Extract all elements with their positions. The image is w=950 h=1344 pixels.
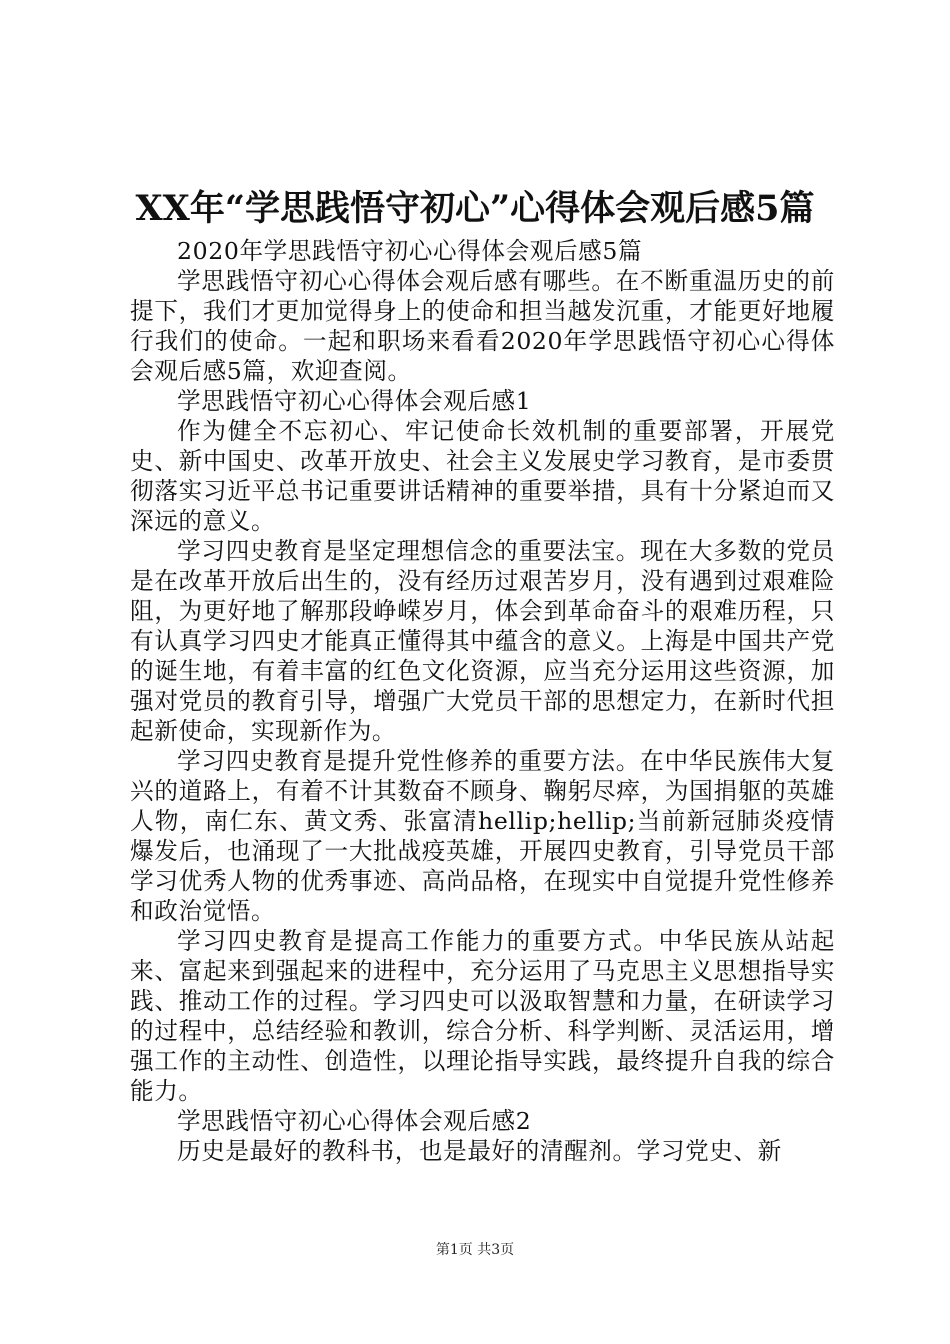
document-title: XX年“学思践悟守初心”心得体会观后感5篇 xyxy=(135,188,815,229)
body-paragraph: 学习四史教育是提高工作能力的重要方式。中华民族从站起来、富起来到强起来的进程中，充分运用了马克思主义思想指导实践、推动工作的过程。学习四史可以汲取智慧和力量，在研读学习的过程中，总结经验和教训，综合分析、科学判断、灵活运用，增强工作的主动性、创造性，以理论指导实践，最终提升自我的综合能力。 xyxy=(130,927,835,1105)
body-paragraph: 作为健全不忘初心、牢记使命长效机制的重要部署，开展党史、新中国史、改革开放史、社会主义发展史学习教育，是市委贯彻落实习近平总书记重要讲话精神的重要举措，具有十分紧迫而又深远的意义。 xyxy=(130,417,835,535)
section-heading-1: 学思践悟守初心心得体会观后感1 xyxy=(177,387,532,415)
intro-paragraph: 学思践悟守初心心得体会观后感有哪些。在不断重温历史的前提下，我们才更加觉得身上的使命和担当越发沉重，才能更好地履行我们的使命。一起和职场来看看2020年学思践悟守初心心得体会观后感5篇，欢迎查阅。 xyxy=(130,267,835,385)
page-number-footer: 第1页 共3页 xyxy=(435,1242,515,1258)
body-paragraph: 学习四史教育是坚定理想信念的重要法宝。现在大多数的党员是在改革开放后出生的，没有经历过艰苦岁月，没有遇到过艰难险阻，为更好地了解那段峥嵘岁月，体会到革命奋斗的艰难历程，只有认真学习四史才能真正懂得其中蕴含的意义。上海是中国共产党的诞生地，有着丰富的红色文化资源，应当充分运用这些资源，加强对党员的教育引导，增强广大党员干部的思想定力，在新时代担起新使命，实现新作为。 xyxy=(130,537,835,745)
section-heading-2: 学思践悟守初心心得体会观后感2 xyxy=(177,1107,532,1135)
subtitle-paragraph: 2020年学思践悟守初心心得体会观后感5篇 xyxy=(177,237,643,265)
body-paragraph: 历史是最好的教科书，也是最好的清醒剂。学习党史、新 xyxy=(177,1137,782,1165)
document-body xyxy=(130,236,835,1166)
body-paragraph: 学习四史教育是提升党性修养的重要方法。在中华民族伟大复兴的道路上，有着不计其数奋不顾身、鞠躬尽瘁，为国捐躯的英雄人物，南仁东、黄文秀、张富清hellip;hellip;当前新冠肺炎疫情爆发后，也涌现了一大批战疫英雄，开展四史教育，引导党员干部学习优秀人物的优秀事迹、高尚品格，在现实中自觉提升党性修养和政治觉悟。 xyxy=(130,747,835,925)
